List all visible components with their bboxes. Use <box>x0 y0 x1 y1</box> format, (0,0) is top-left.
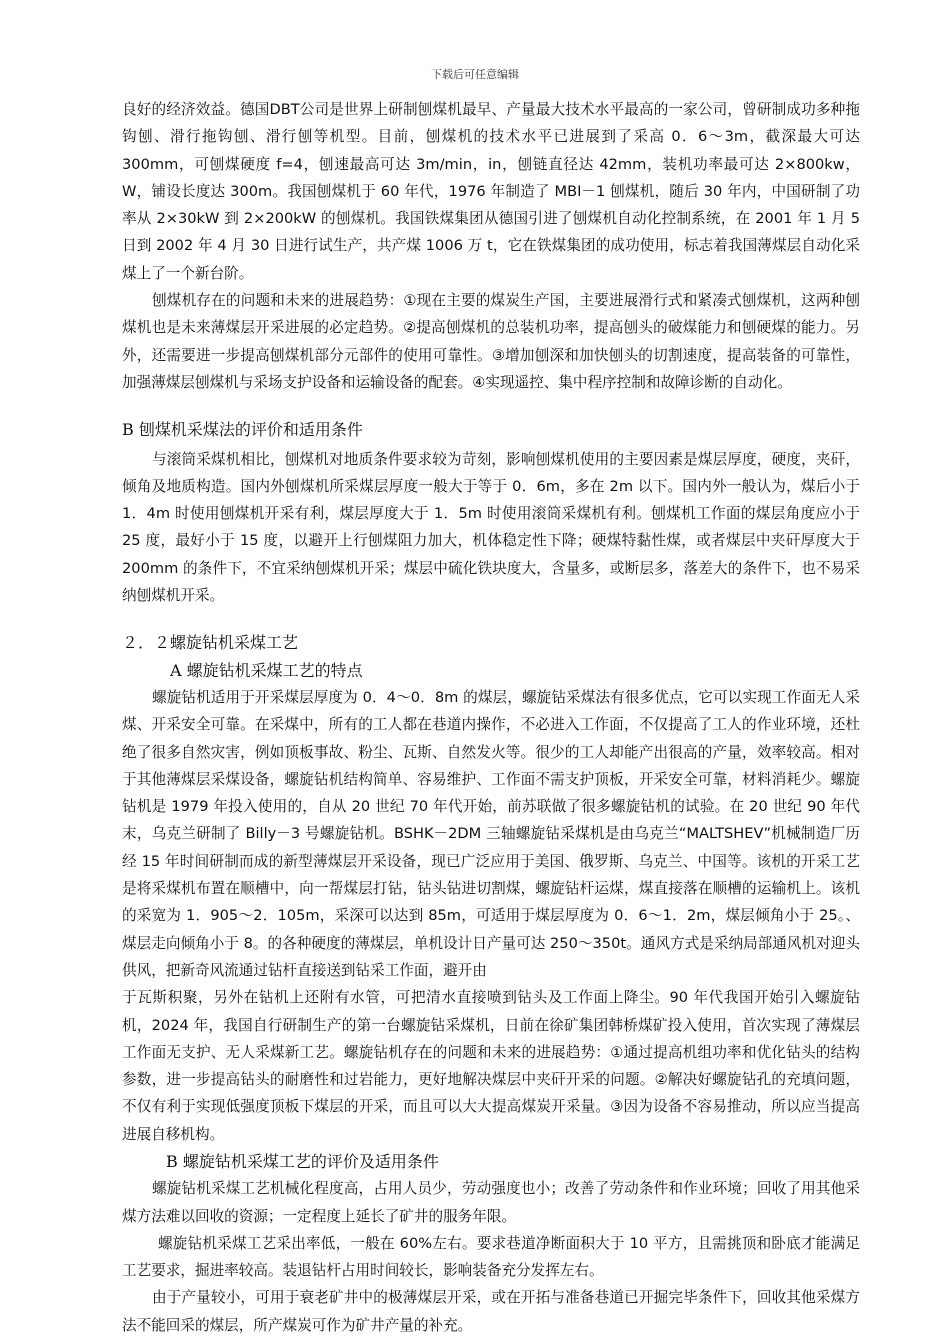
paragraph-5: 于瓦斯积聚，另外在钻机上还附有水管，可把清水直接喷到钻头及工作面上降尘。90 年代我国开始引入螺旋钻机，2024 年，我国自行研制生产的第一台螺旋钻采煤机，日前在徐矿集团韩桥煤矿投入使用，首次实现了薄煤层工作面无支护、无人采煤新工艺。螺旋钻机存在的问题和未来的进展趋势：①通过提高机组功率和优化钻头的结构参数，进一步提高钻头的耐磨性和过岩能力，更好地解决煤层中夹矸开采的问题。②解决好螺旋钻孔的充填问题，不仅有利于实现低强度顶板下煤层的开采，而且可以大大提高煤炭开采量。③因为设备不容易推动，所以应当提高进展自移机构。 <box>122 989 860 1143</box>
paragraph-6: 螺旋钻机采煤工艺机械化程度高，占用人员少，劳动强度也小；改善了劳动条件和作业环境；回收了用其他采煤方法难以回收的资源；一定程度上延长了矿井的服务年限。 <box>122 1180 860 1225</box>
section-heading-b-auger: B 螺旋钻机采煤工艺的评价及适用条件 <box>166 1151 439 1171</box>
paragraph-7: 螺旋钻机采煤工艺采出率低，一般在 60%左右。要求巷道净断面积大于 10 平方，且需挑顶和卧底才能满足工艺要求，掘进率较高。装退钻杆占用时间较长，影响装备充分发挥左右。 <box>122 1234 860 1280</box>
page-header: 下载后可任意编辑 <box>431 68 519 81</box>
section-heading-a-auger: A 螺旋钻机采煤工艺的特点 <box>170 660 363 680</box>
section-heading-b-planer: B 刨煤机采煤法的评价和适用条件 <box>122 420 363 440</box>
section-heading-2-2: ２．２螺旋钻机采煤工艺 <box>122 633 299 653</box>
paragraph-8: 由于产量较小，可用于衰老矿井中的极薄煤层开采，或在开拓与准备巷道已开掘完毕条件下，回收其他采煤方法不能回采的煤层，所产煤炭可作为矿井产量的补充。 <box>122 1289 860 1334</box>
paragraph-2: 刨煤机存在的问题和未来的进展趋势：①现在主要的煤炭生产国，主要进展滑行式和紧凑式刨煤机，这两种刨煤机也是未来薄煤层开采进展的必定趋势。②提高刨煤机的总装机功率，提高刨头的破煤能力和刨硬煤的能力。另外，还需要进一步提高刨煤机部分元部件的使用可靠性。③增加刨深和加快刨头的切割速度，提高装备的可靠性，加强薄煤层刨煤机与采场支护设备和运输设备的配套。④实现遥控、集中程序控制和故障诊断的自动化。 <box>122 292 860 391</box>
paragraph-4: 螺旋钻机适用于开采煤层厚度为 0．4～0．8m 的煤层，螺旋钻采煤法有很多优点，它可以实现工作面无人采煤、开采安全可靠。在采煤中，所有的工人都在巷道内操作，不必进入工作面，不仅提高了工人的作业环境，还杜绝了很多自然灾害，例如顶板事故、粉尘、瓦斯、自然发火等。很少的工人却能产出很高的产量，效率较高。相对于其他薄煤层采煤设备，螺旋钻机结构简单、容易维护、工作面不需支护顶板，开采安全可靠，材料消耗少。螺旋钻机是 1979 年投入使用的，自从 20 世纪 70 年代开始，前苏联做了很多螺旋钻机的试验。在 20 世纪 90 年代末，乌克兰研制了 Billy－3 号螺旋钻机。BSHK－2DM 三轴螺旋钻采煤机是由乌克兰“MALTSHEV”机械制造厂历经 15 年时间研制而成的新型薄煤层开采设备，现已广泛应用于美国、俄罗斯、乌克兰、中国等。该机的开采工艺是将采煤机布置在顺槽中，向一帮煤层打钻，钻头钻进切割煤，螺旋钻杆运煤，煤直接落在顺槽的运输机上。该机的采宽为 1．905～2．105m，采深可以达到 85m，可适用于煤层厚度为 0．6～1．2m，煤层倾角小于 25。、煤层走向倾角小于 8。的各种硬度的薄煤层，单机设计日产量可达 250～350t。通风方式是采纳局部通风机对迎头供风，把新奇风流通过钻杆直接送到钻采工作面，避开由 <box>122 688 860 979</box>
document-body <box>122 96 860 1339</box>
paragraph-1: 良好的经济效益。德国DBT公司是世界上研制刨煤机最早、产量最大技术水平最高的一家公司，曾研制成功多种拖钩刨、滑行拖钩刨、滑行刨等机型。目前，刨煤机的技术水平已进展到了采高 0．6～3m，截深最大可达 300mm，可刨煤硬度 f=4，刨速最高可达 3m/min，in，刨链直径达 42mm，装机功率最可达 2×800kw，W，铺设长度达 300m。我国刨煤机于 60 年代，1976 年制造了 MBI－1 刨煤机，随后 30 年内，中国研制了功率从 2×30kW 到 2×200kW 的刨煤机。我国铁煤集团从德国引进了刨煤机自动化控制系统，在 2001 年 1 月 5 日到 2002 年 4 月 30 日进行试生产，共产煤 1006 万 t，它在铁煤集团的成功使用，标志着我国薄煤层自动化采煤上了一个新台阶。 <box>122 101 860 282</box>
paragraph-3: 与滚筒采煤机相比，刨煤机对地质条件要求较为苛刻，影响刨煤机使用的主要因素是煤层厚度，硬度，夹矸，倾角及地质构造。国内外刨煤机所采煤层厚度一般大于等于 0．6m，多在 2m 以下。国内外一般认为，煤后小于 1．4m 时使用刨煤机开采有利，煤层厚度大于 1．5m 时使用滚筒采煤机有利。刨煤机工作面的煤层角度应小于 25 度，最好小于 15 度，以避开上行刨煤阻力加大，机体稳定性下降；硬煤特黏性煤，或者煤层中夹矸厚度大于 200mm 的条件下，不宜采纳刨煤机开采；煤层中硫化铁块度大，含量多，或断层多，落差大的条件下，也不易采纳刨煤机开采。 <box>122 450 860 605</box>
